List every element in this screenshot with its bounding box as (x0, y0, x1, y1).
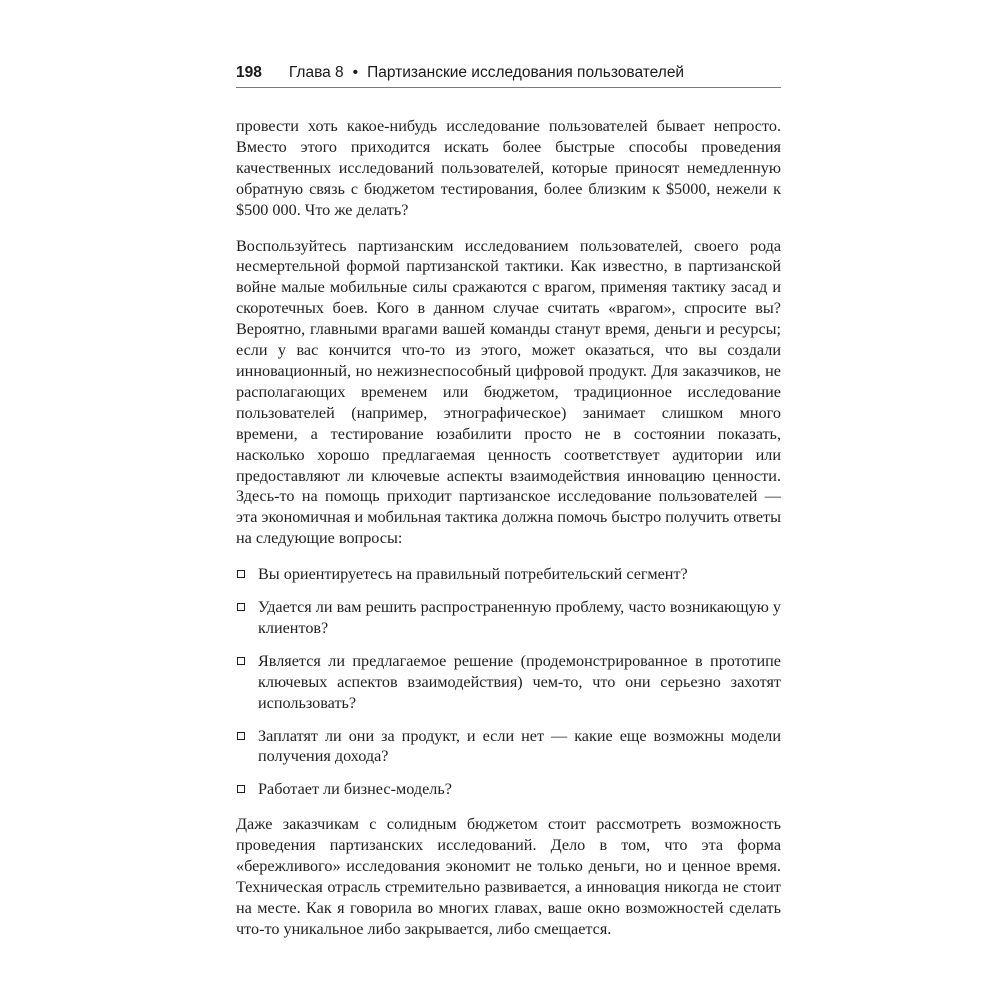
checkbox-bullet-icon (237, 603, 245, 611)
question-text: Удается ли вам решить распространенную проблему, часто возникающую у клиентов? (258, 598, 781, 637)
running-head (236, 64, 781, 86)
page-number: 198 (236, 64, 262, 81)
book-page (236, 0, 781, 1000)
paragraph-closing: Даже заказчикам с солидным бюджетом стоит рассмотреть возможность проведения партизанских исследований. Дело в том, что эта форма «бережливого» исследования экономит не только деньги, но и ценное время. Техническая отрасль стремительно развивается, а инновация никогда не стоит на месте. Как я говорила во многих главах, ваше окно возможностей сделать что-то уникальное либо закрывается, либо смещается. (236, 815, 781, 938)
list-item (236, 779, 781, 800)
question-text: Работает ли бизнес-модель? (258, 780, 452, 799)
list-item (236, 564, 781, 585)
chapter-title: Партизанские исследования пользователей (367, 64, 685, 81)
checkbox-bullet-icon (237, 785, 245, 793)
question-text: Заплатят ли они за продукт, и если нет — какие еще возможны модели получения дохода? (258, 726, 781, 766)
checkbox-bullet-icon (237, 732, 245, 740)
body-text (236, 116, 781, 955)
chapter-label: Глава 8 (288, 64, 344, 81)
header-rule (236, 87, 781, 88)
paragraph-intro: провести хоть какое-нибудь исследование пользователей бывает непросто. Вместо этого приходится искать более быстрые способы проведения качественных исследований пользователей, которые приносят немедленную обратную связь с бюджетом тестирования, более близким к $5000, нежели к $500 000. Что же делать? (236, 117, 781, 219)
list-item (236, 651, 781, 714)
paragraph-guerrilla-research: Воспользуйтесь партизанским исследованием пользователей, своего рода несмертельной формой партизанской тактики. Как известно, в партизанской войне малые мобильные силы сражаются с врагом, применяя тактику засад и скоротечных боев. Кого в данном случае считать «врагом», спросите вы? Вероятно, главными врагами вашей команды станут время, деньги и ресурсы; если у вас кончится что-то из этого, может оказаться, что вы создали инновационный, но нежизнеспособный цифровой продукт. Для заказчиков, не располагающих временем или бюджетом, традиционное исследование пользователей (например, этнографическое) занимает слишком много времени, а тестирование юзабилити просто не в состоянии показать, насколько хорошо предлагаемая ценность соответствует аудитории или предоставляют ли ключевые аспекты взаимодействия инновацию ценности. Здесь-то на помощь приходит партизанское исследование пользователей — эта экономичная и мобильная тактика должна помочь быстро получить ответы на следующие вопросы: (236, 236, 781, 548)
question-text: Является ли предлагаемое решение (продемонстрированное в прототипе ключевых аспектов взаимодействия) чем-то, что они серьезно захотят использовать? (258, 651, 781, 712)
header-bullet: • (352, 64, 359, 81)
checkbox-bullet-icon (237, 657, 245, 665)
list-item (236, 597, 781, 639)
list-item (236, 726, 781, 768)
question-list (236, 564, 781, 800)
checkbox-bullet-icon (237, 570, 245, 578)
question-text: Вы ориентируетесь на правильный потребительский сегмент? (258, 565, 688, 584)
